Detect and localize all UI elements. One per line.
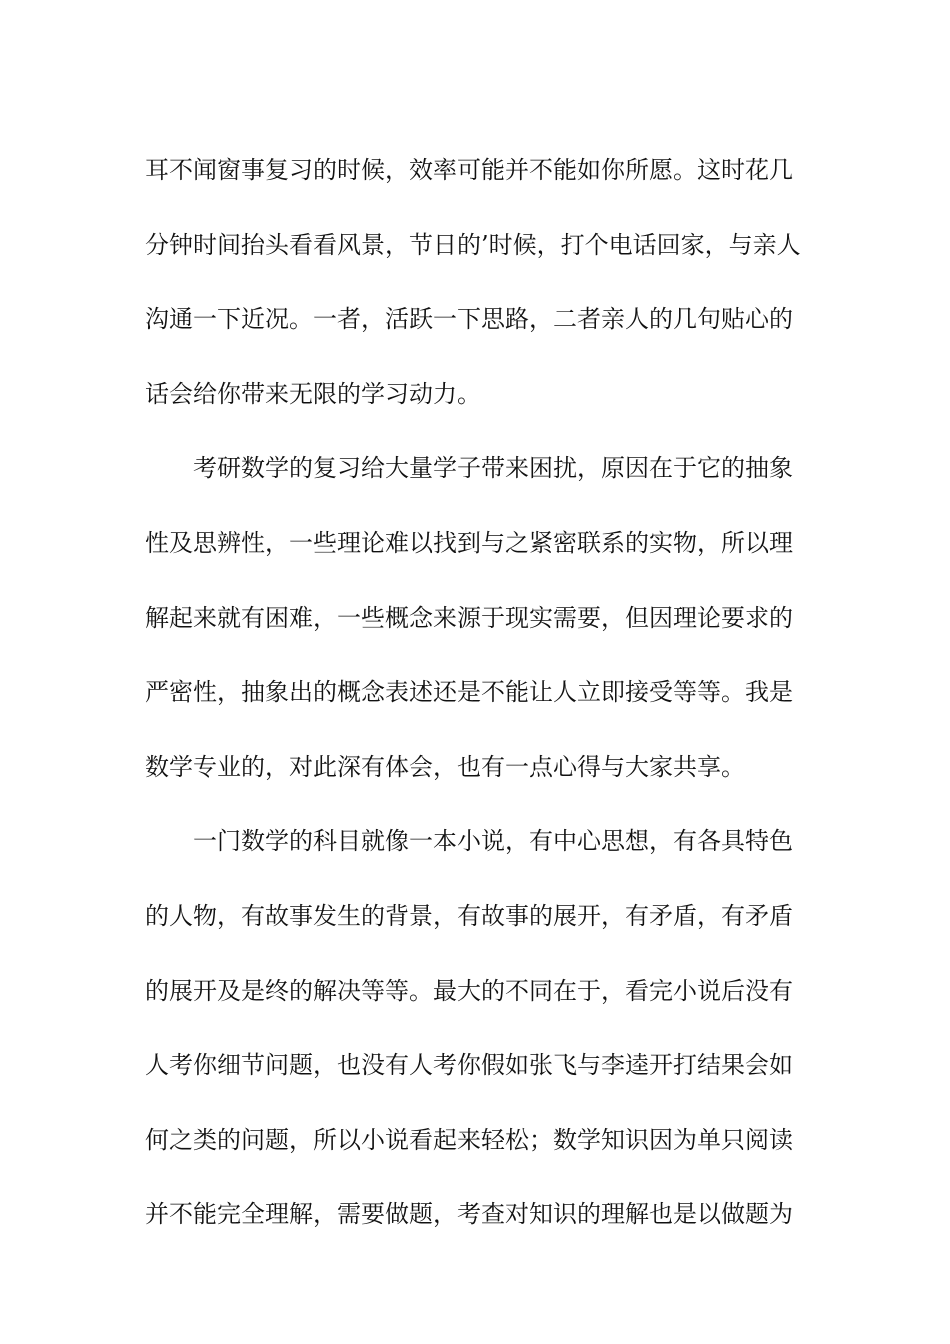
paragraph-1 bbox=[145, 133, 825, 431]
paragraph-line: 解起来就有困难，一些概念来源于现实需要，但因理论要求的 bbox=[145, 603, 793, 632]
paragraph-line: 何之类的问题，所以小说看起来轻松；数学知识因为单只阅读 bbox=[145, 1125, 793, 1154]
paragraph-line: 话会给你带来无限的学习动力。 bbox=[145, 379, 481, 408]
paragraph-line: 人考你细节问题，也没有人考你假如张飞与李逵开打结果会如 bbox=[145, 1051, 793, 1080]
paragraph-line: 一门数学的科目就像一本小说，有中心思想，有各具特色 bbox=[193, 827, 793, 856]
paragraph-line: 的展开及是终的解决等等。最大的不同在于，看完小说后没有 bbox=[145, 976, 793, 1005]
paragraph-line: 的人物，有故事发生的背景，有故事的展开，有矛盾，有矛盾 bbox=[145, 901, 793, 930]
paragraph-2 bbox=[145, 431, 825, 804]
document-body bbox=[145, 133, 825, 1252]
paragraph-line: 考研数学的复习给大量学子带来困扰，原因在于它的抽象 bbox=[193, 454, 793, 483]
paragraph-line: 并不能完全理解，需要做题，考查对知识的理解也是以做题为 bbox=[145, 1200, 793, 1229]
paragraph-line: 性及思辨性，一些理论难以找到与之紧密联系的实物，所以理 bbox=[145, 528, 793, 557]
paragraph-line: 数学专业的，对此深有体会，也有一点心得与大家共享。 bbox=[145, 752, 745, 781]
paragraph-line: 分钟时间抬头看看风景，节日的’时候，打个电话回家，与亲人 bbox=[145, 230, 801, 259]
paragraph-line: 严密性，抽象出的概念表述还是不能让人立即接受等等。我是 bbox=[145, 678, 793, 707]
paragraph-line: 沟通一下近况。一者，活跃一下思路，二者亲人的几句贴心的 bbox=[145, 305, 793, 334]
paragraph-line: 耳不闻窗事复习的时候，效率可能并不能如你所愿。这时花几 bbox=[145, 156, 793, 184]
paragraph-3 bbox=[145, 804, 825, 1252]
